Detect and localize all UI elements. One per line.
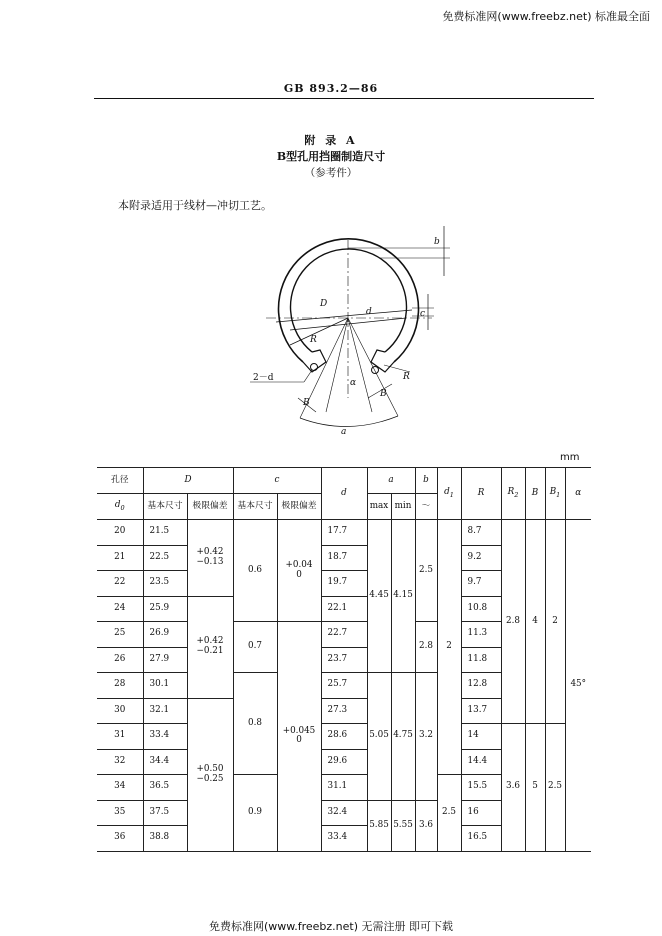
cell-d0: 24 <box>97 596 143 622</box>
cell-b: 3.6 <box>415 800 437 851</box>
cell-d: 22.7 <box>321 622 367 648</box>
left-lug <box>303 350 326 372</box>
header-c: c <box>233 468 321 494</box>
cell-a-min: 5.55 <box>391 800 415 851</box>
cell-D: 34.4 <box>143 749 187 775</box>
cell-R: 10.8 <box>461 596 501 622</box>
top-watermark: 免费标准网(www.freebz.net) 标准最全面 <box>442 10 650 23</box>
cell-d: 23.7 <box>321 647 367 673</box>
cell-R: 13.7 <box>461 698 501 724</box>
label-a: a <box>341 427 347 437</box>
cell-D: 32.1 <box>143 698 187 724</box>
cell-d: 31.1 <box>321 775 367 801</box>
header-c-basic: 基本尺寸 <box>233 494 277 520</box>
dim-R-line <box>290 318 348 345</box>
ring-drawing <box>0 0 662 460</box>
cell-B1: 2 <box>545 520 565 724</box>
header-D-basic: 基本尺寸 <box>143 494 187 520</box>
cell-D-dev: +0.42 −0.21 <box>187 596 233 698</box>
cell-d0: 21 <box>97 545 143 571</box>
header-a-min: min <box>391 494 415 520</box>
cell-d1: 2.5 <box>437 775 461 852</box>
header-d0: $d_0$ <box>97 494 143 520</box>
cell-R: 12.8 <box>461 673 501 699</box>
appendix-title: 附 录 A <box>304 134 358 147</box>
cell-d0: 20 <box>97 520 143 546</box>
label-B1: B <box>303 398 310 408</box>
cell-b: 2.5 <box>415 520 437 622</box>
cell-d: 25.7 <box>321 673 367 699</box>
cell-R: 16.5 <box>461 826 501 852</box>
cell-D-dev: +0.50 −0.25 <box>187 698 233 851</box>
cell-d1: 2 <box>437 520 461 775</box>
cell-d0: 26 <box>97 647 143 673</box>
cell-d: 22.1 <box>321 596 367 622</box>
right-lug-hole <box>372 367 379 374</box>
header-d: d <box>321 468 367 520</box>
label-alpha: α <box>350 378 357 388</box>
cell-D: 25.9 <box>143 596 187 622</box>
cell-R: 16 <box>461 800 501 826</box>
cell-c-dev: +0.045 0 <box>277 622 321 852</box>
cell-d: 19.7 <box>321 571 367 597</box>
cell-B: 4 <box>525 520 545 724</box>
header-R: R <box>461 468 501 520</box>
right-lug <box>371 350 394 372</box>
label-D: D <box>320 299 328 309</box>
cell-b: 2.8 <box>415 622 437 673</box>
cell-R2: 2.8 <box>501 520 525 724</box>
angle-alpha-arc <box>300 416 398 427</box>
label-b: b <box>434 237 440 247</box>
standard-number: GB 893.2—86 <box>283 82 379 95</box>
cell-d0: 36 <box>97 826 143 852</box>
cell-B: 5 <box>525 724 545 852</box>
header-a-max: max <box>367 494 391 520</box>
cell-d0: 28 <box>97 673 143 699</box>
cell-D: 38.8 <box>143 826 187 852</box>
footer-watermark: 免费标准网(www.freebz.net) 无需注册 即可下载 <box>208 920 454 933</box>
intro-text: 本附录适用于线材—冲切工艺。 <box>118 199 272 212</box>
cell-a-max: 5.05 <box>367 673 391 801</box>
cell-D: 22.5 <box>143 545 187 571</box>
cell-alpha: 45° <box>565 520 591 852</box>
cell-R2: 3.6 <box>501 724 525 852</box>
cell-d0: 22 <box>97 571 143 597</box>
cell-a-min: 4.75 <box>391 673 415 801</box>
header-D: D <box>143 468 233 494</box>
appendix-subtitle: B型孔用挡圈制造尺寸 <box>276 150 386 163</box>
cell-a-max: 4.45 <box>367 520 391 673</box>
cell-R: 11.8 <box>461 647 501 673</box>
appendix-note: （参考件） <box>304 167 358 179</box>
cell-R: 9.2 <box>461 545 501 571</box>
cell-d0: 35 <box>97 800 143 826</box>
cell-R: 14.4 <box>461 749 501 775</box>
cell-D: 26.9 <box>143 622 187 648</box>
header-b: b <box>415 468 437 494</box>
table-row <box>97 724 591 750</box>
cell-c: 0.7 <box>233 622 277 673</box>
cell-d0: 32 <box>97 749 143 775</box>
table-row <box>97 520 591 546</box>
header-D-deviation: 极限偏差 <box>187 494 233 520</box>
header-c-deviation: 极限偏差 <box>277 494 321 520</box>
cell-d: 18.7 <box>321 545 367 571</box>
cell-R: 9.7 <box>461 571 501 597</box>
label-R2: R <box>403 372 410 382</box>
cell-d: 28.6 <box>321 724 367 750</box>
cell-d0: 31 <box>97 724 143 750</box>
dimension-table <box>97 467 591 852</box>
cell-d0: 30 <box>97 698 143 724</box>
header-b-approx: ～ <box>415 494 437 520</box>
cell-D-dev: +0.42 −0.13 <box>187 520 233 597</box>
cell-c: 0.8 <box>233 673 277 775</box>
cell-a-min: 4.15 <box>391 520 415 673</box>
cell-R: 8.7 <box>461 520 501 546</box>
cell-c-dev: +0.04 0 <box>277 520 321 622</box>
left-lug-hole <box>311 364 318 371</box>
header-B: B <box>525 468 545 520</box>
cell-D: 21.5 <box>143 520 187 546</box>
header-d1: $d_1$ <box>437 468 461 520</box>
cell-R: 15.5 <box>461 775 501 801</box>
cell-D: 30.1 <box>143 673 187 699</box>
cell-d: 32.4 <box>321 800 367 826</box>
header-bore: 孔径 <box>97 468 143 494</box>
cell-B1: 2.5 <box>545 724 565 852</box>
cell-d: 33.4 <box>321 826 367 852</box>
label-R: R <box>310 335 317 345</box>
cell-d: 27.3 <box>321 698 367 724</box>
cell-D: 23.5 <box>143 571 187 597</box>
cell-d: 29.6 <box>321 749 367 775</box>
label-c: c <box>420 309 426 319</box>
cell-d0: 34 <box>97 775 143 801</box>
label-d1: 2－d <box>253 373 274 383</box>
header-B1: $B_1$ <box>545 468 565 520</box>
cell-D: 36.5 <box>143 775 187 801</box>
cell-b: 3.2 <box>415 673 437 801</box>
label-d: d <box>366 307 372 317</box>
header-alpha: α <box>565 468 591 520</box>
cell-D: 33.4 <box>143 724 187 750</box>
unit-label: mm <box>560 452 580 463</box>
cell-d: 17.7 <box>321 520 367 546</box>
cell-c: 0.9 <box>233 775 277 852</box>
cell-d0: 25 <box>97 622 143 648</box>
cell-R: 14 <box>461 724 501 750</box>
label-B: B <box>380 389 387 399</box>
cell-a-max: 5.85 <box>367 800 391 851</box>
cell-D: 27.9 <box>143 647 187 673</box>
header-a: a <box>367 468 415 494</box>
header-R2: $R_2$ <box>501 468 525 520</box>
ring-outer-arc <box>278 239 418 362</box>
cell-D: 37.5 <box>143 800 187 826</box>
cell-R: 11.3 <box>461 622 501 648</box>
cell-c: 0.6 <box>233 520 277 622</box>
